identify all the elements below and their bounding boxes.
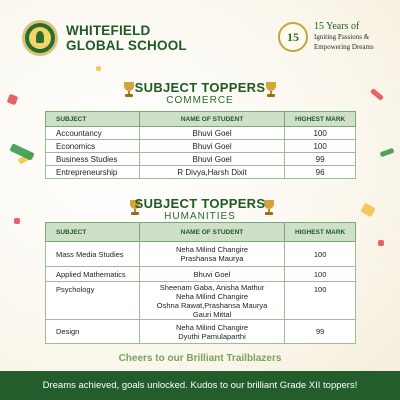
subject-cell: Entrepreneurship xyxy=(46,166,140,179)
column-header-subject: SUBJECT xyxy=(46,112,140,127)
student-name: Dyuthi Pamulaparthi xyxy=(178,331,246,341)
table-header-row xyxy=(46,223,356,242)
fifteen-years-seal-icon: 15 xyxy=(278,22,308,52)
table-row xyxy=(46,242,356,267)
anniversary-text xyxy=(314,22,374,52)
column-header-subject: SUBJECT xyxy=(46,223,140,242)
humanities-subtitle: HUMANITIES xyxy=(164,211,236,222)
mark-cell: 100 xyxy=(285,140,356,153)
student-name-cell xyxy=(139,242,285,267)
table-row xyxy=(46,282,356,320)
cheers-caption: Cheers to our Brilliant Trailblazers xyxy=(118,353,282,364)
school-name-line2: GLOBAL SCHOOL xyxy=(66,38,187,53)
subject-cell: Economics xyxy=(46,140,140,153)
student-name-cell: R Divya,Harsh Dixit xyxy=(139,166,284,179)
school-logo-icon xyxy=(22,20,58,56)
footer-text: Dreams achieved, goals unlocked. Kudos to our brilliant Grade XII toppers! xyxy=(42,380,358,391)
mark-cell: 96 xyxy=(285,166,356,179)
commerce-toppers-table xyxy=(45,111,356,179)
table-row xyxy=(46,153,356,166)
mark-cell: 100 xyxy=(285,267,356,282)
subject-cell: Applied Mathematics xyxy=(46,267,140,282)
humanities-title: SUBJECT TOPPERS xyxy=(134,196,266,211)
footer-banner xyxy=(0,371,400,400)
student-name: Neha Milind Changire xyxy=(175,322,249,332)
mark-cell: 100 xyxy=(285,242,356,267)
table-row xyxy=(46,267,356,282)
school-name-line1: WHITEFIELD xyxy=(66,23,151,38)
student-name: Oshna Rawat,Prashansa Maurya xyxy=(156,300,268,310)
anniversary-tagline-2: Empowering Dreams xyxy=(314,43,374,51)
school-name xyxy=(66,23,187,53)
student-name-cell: Bhuvi Goel xyxy=(139,140,284,153)
mark-cell: 99 xyxy=(285,320,356,344)
anniversary-title: 15 Years of xyxy=(314,21,360,32)
student-name: Gauri Mittal xyxy=(192,309,232,319)
mark-cell: 100 xyxy=(285,127,356,140)
humanities-toppers-table xyxy=(45,222,356,344)
table-header-row xyxy=(46,112,356,127)
student-name-cell xyxy=(139,320,285,344)
student-name-cell xyxy=(139,267,285,282)
subject-cell: Mass Media Studies xyxy=(46,242,140,267)
subject-cell: Business Studies xyxy=(46,153,140,166)
confetti xyxy=(378,240,384,246)
commerce-subtitle: COMMERCE xyxy=(166,95,234,106)
table-row xyxy=(46,140,356,153)
student-name: Prashansa Maurya xyxy=(180,254,244,263)
confetti xyxy=(380,148,395,157)
table-row xyxy=(46,127,356,140)
subject-cell: Psychology xyxy=(46,282,140,320)
subject-cell: Accountancy xyxy=(46,127,140,140)
student-name: Sheenam Gaba, Anisha Mathur xyxy=(159,282,265,292)
column-header-mark: HIGHEST MARK xyxy=(285,223,356,242)
table-row xyxy=(46,320,356,344)
column-header-name: NAME OF STUDENT xyxy=(139,112,284,127)
student-name: Bhuvi Goel xyxy=(193,269,231,279)
subject-cell: Design xyxy=(46,320,140,344)
column-header-name: NAME OF STUDENT xyxy=(139,223,285,242)
column-header-mark: HIGHEST MARK xyxy=(285,112,356,127)
commerce-section-title xyxy=(0,80,400,106)
table-row xyxy=(46,166,356,179)
student-name-cell: Bhuvi Goel xyxy=(139,153,284,166)
humanities-section-title xyxy=(0,196,400,222)
anniversary-badge xyxy=(278,22,374,52)
commerce-title: SUBJECT TOPPERS xyxy=(134,80,266,95)
mark-cell: 100 xyxy=(285,282,356,320)
student-name: Neha Milind Changire xyxy=(175,245,249,254)
student-name-cell xyxy=(139,282,285,320)
anniversary-tagline-1: Igniting Passions & xyxy=(314,33,370,41)
mark-cell: 99 xyxy=(285,153,356,166)
student-name: Neha Milind Changire xyxy=(175,291,249,301)
school-header xyxy=(22,18,187,58)
confetti xyxy=(96,66,101,71)
student-name-cell: Bhuvi Goel xyxy=(139,127,284,140)
